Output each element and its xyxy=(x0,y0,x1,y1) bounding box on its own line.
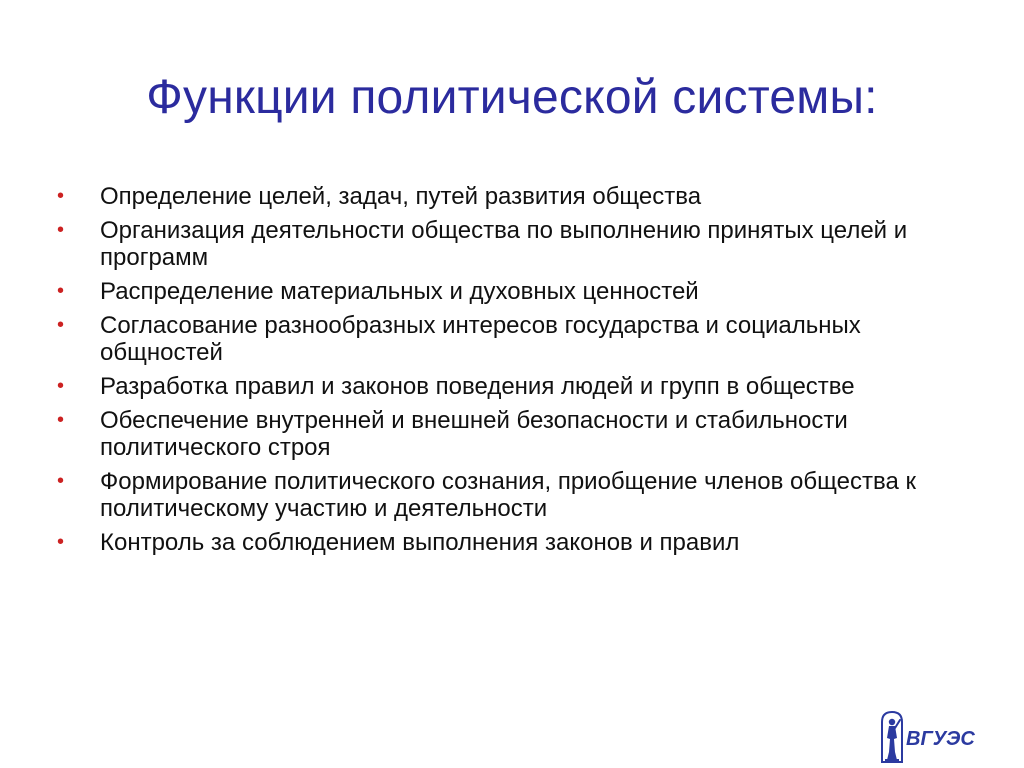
bullet-icon: • xyxy=(57,531,65,553)
bullet-icon: • xyxy=(57,470,65,492)
list-item xyxy=(57,217,977,271)
list-item-text: Формирование политического сознания, приобщение членов общества к политическому участию и деятельности xyxy=(100,468,916,522)
slide-title: Функции политической системы: xyxy=(146,71,878,124)
bullet-icon: • xyxy=(57,280,65,302)
bullet-icon: • xyxy=(57,185,65,207)
list-item xyxy=(57,278,977,305)
logo-text: ВГУЭС xyxy=(906,728,975,750)
list-item xyxy=(57,183,977,210)
list-item xyxy=(57,373,977,400)
bullet-icon: • xyxy=(57,409,65,431)
list-item xyxy=(57,312,977,366)
list-item-text: Организация деятельности общества по выполнению принятых целей и программ xyxy=(100,217,908,271)
list-item xyxy=(57,468,977,522)
list-item-text: Контроль за соблюдением выполнения законов и правил xyxy=(100,529,740,556)
bullet-icon: • xyxy=(57,314,65,336)
list-item-text: Разработка правил и законов поведения людей и групп в обществе xyxy=(100,373,855,400)
list-item-text: Определение целей, задач, путей развития общества xyxy=(100,183,702,210)
statue-emblem-icon xyxy=(882,712,902,762)
bullet-list xyxy=(57,183,977,563)
bullet-icon: • xyxy=(57,219,65,241)
bullet-icon: • xyxy=(57,375,65,397)
list-item xyxy=(57,529,977,556)
university-logo xyxy=(876,708,1001,764)
list-item-text: Обеспечение внутренней и внешней безопасности и стабильности политического строя xyxy=(100,407,848,461)
list-item-text: Распределение материальных и духовных ценностей xyxy=(100,278,699,305)
list-item-text: Согласование разнообразных интересов государства и социальных общностей xyxy=(100,312,861,366)
list-item xyxy=(57,407,977,461)
